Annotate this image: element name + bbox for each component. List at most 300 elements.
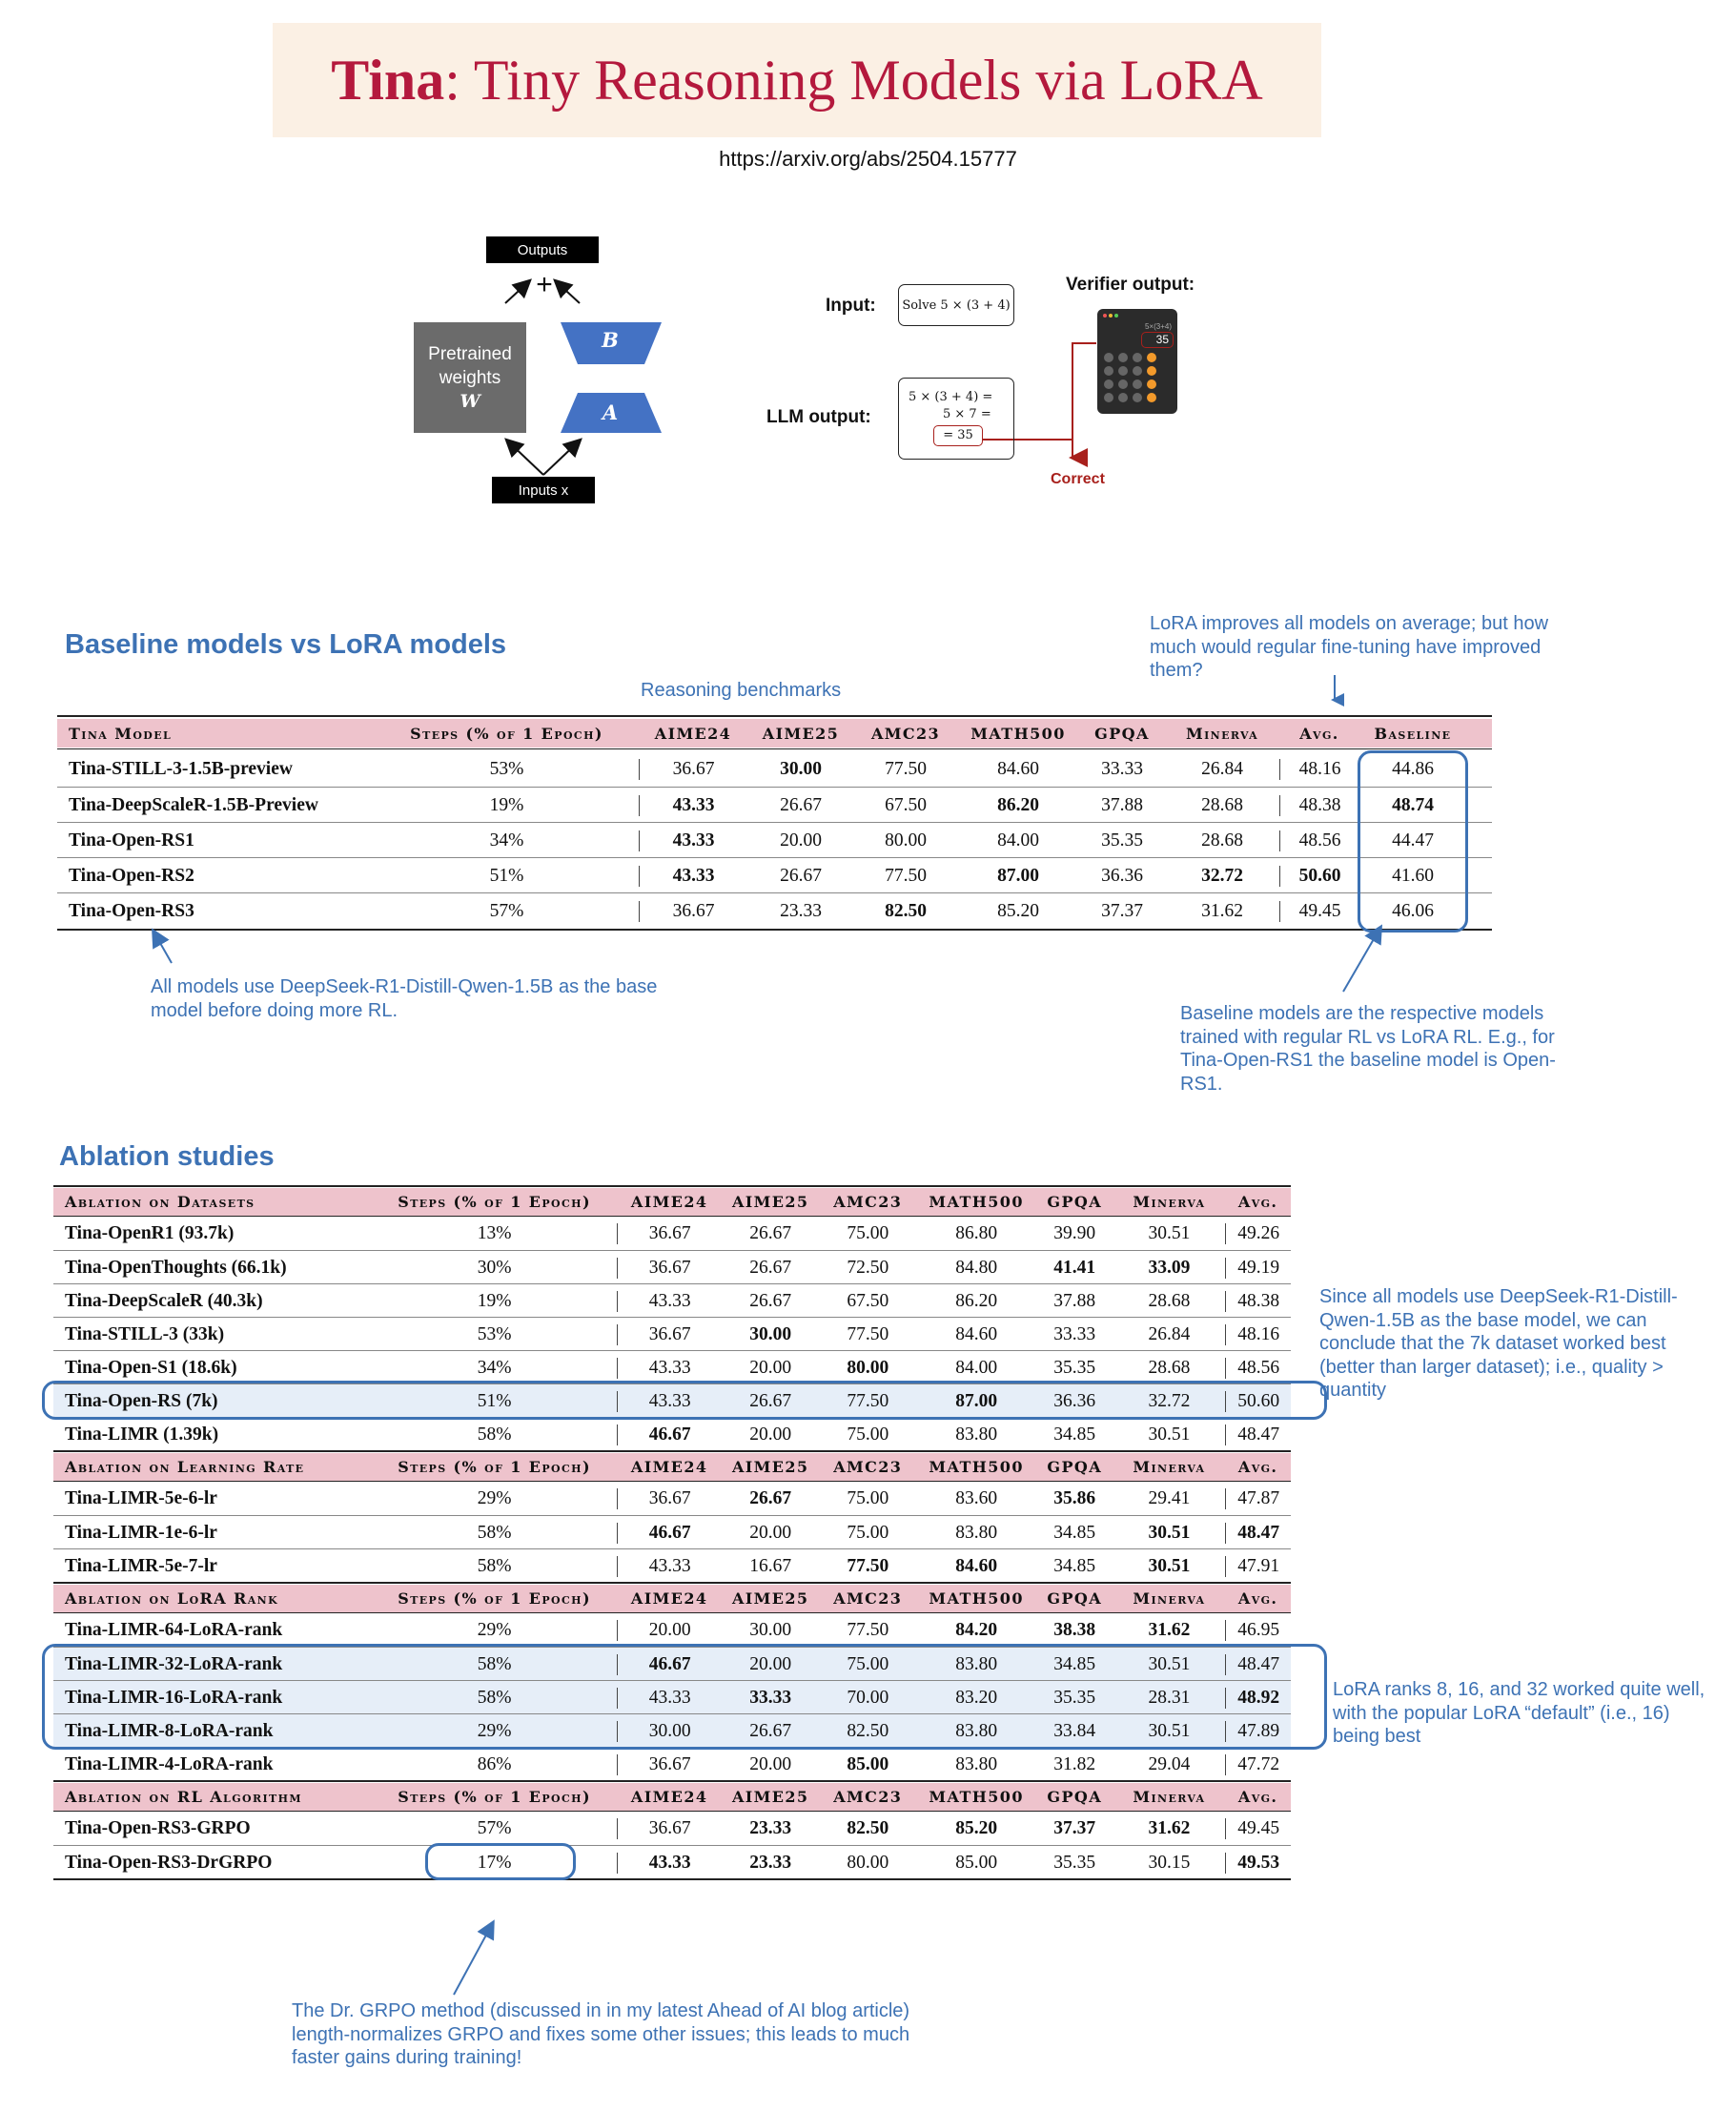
header-cell: Avg. [1237, 1788, 1278, 1806]
b-label: B [602, 328, 619, 352]
table-header-row [53, 1188, 1291, 1216]
value-cell: 53% [477, 1323, 512, 1344]
value-cell: 72.50 [847, 1257, 889, 1278]
header-cell: Minerva [1133, 1788, 1206, 1806]
value-cell: 84.60 [955, 1323, 998, 1344]
model-name-cell: Tina-DeepScaleR-1.5B-Preview [69, 794, 318, 815]
header-cell: GPQA [1047, 1788, 1103, 1806]
value-cell: 48.56 [1279, 830, 1359, 851]
value-cell: 58% [477, 1522, 512, 1543]
value-cell: 49.45 [1279, 901, 1359, 922]
table-rule [53, 1450, 1291, 1452]
paper-url[interactable]: https://arxiv.org/abs/2504.15777 [719, 147, 1017, 171]
model-name-cell: Tina-DeepScaleR (40.3k) [65, 1290, 263, 1311]
header-cell: AMC23 [870, 724, 941, 743]
value-cell: 28.68 [1201, 794, 1243, 815]
value-cell: 37.88 [1101, 794, 1143, 815]
baseline-table [57, 715, 1492, 936]
note-rank: LoRA ranks 8, 16, and 32 worked quite well, with the popular LoRA “default” (i.e., 16) being best [1333, 1679, 1705, 1747]
arrow-note-drgrpo [448, 1911, 515, 2006]
value-cell: 49.19 [1225, 1258, 1291, 1279]
value-cell: 20.00 [749, 1522, 792, 1543]
value-cell: 19% [477, 1290, 512, 1311]
value-cell: 38.38 [1053, 1619, 1096, 1640]
value-cell: 43.33 [617, 1688, 722, 1709]
value-cell: 48.47 [1225, 1523, 1291, 1544]
table-row [53, 1250, 1291, 1284]
baseline-section-title: Baseline models vs LoRA models [65, 629, 507, 660]
value-cell: 85.20 [997, 900, 1039, 921]
value-cell: 32.72 [1201, 865, 1243, 886]
table-rule [53, 1780, 1291, 1782]
table-row [53, 1747, 1291, 1781]
value-cell: 77.50 [847, 1323, 889, 1344]
value-cell: 29.04 [1148, 1753, 1191, 1774]
llm-output-box: 5 × (3 + 4) = 5 × 7 = = 35 [898, 378, 1014, 460]
value-cell: 34.85 [1053, 1653, 1096, 1674]
value-cell: 33.33 [749, 1687, 792, 1708]
value-cell: 84.80 [955, 1257, 998, 1278]
value-cell: 85.00 [847, 1753, 889, 1774]
header-cell: Ablation on LoRA Rank [65, 1589, 279, 1608]
value-cell: 48.47 [1225, 1654, 1291, 1675]
header-cell: Avg. [1237, 1589, 1278, 1608]
value-cell: 34.85 [1053, 1522, 1096, 1543]
model-name-cell: Tina-OpenThoughts (66.1k) [65, 1257, 287, 1278]
value-cell: 36.67 [617, 1754, 722, 1775]
value-cell: 70.00 [847, 1687, 889, 1708]
value-cell: 84.60 [955, 1555, 998, 1576]
value-cell: 44.86 [1392, 758, 1434, 779]
header-cell: AMC23 [833, 1589, 903, 1608]
value-cell: 47.87 [1225, 1488, 1291, 1509]
plus-sign: + [536, 269, 553, 300]
header-cell: GPQA [1047, 1458, 1103, 1476]
header-cell: AMC23 [833, 1193, 903, 1211]
value-cell: 77.50 [847, 1390, 889, 1411]
arrow-note-left [143, 925, 191, 973]
note-right: Baseline models are the respective models trained with regular RL vs LoRA RL. E.g., for Tina-Open-RS1 the baseline model is Open-RS1. [1180, 1003, 1556, 1095]
value-cell: 36.67 [617, 1818, 722, 1839]
value-cell: 20.00 [780, 830, 822, 851]
value-cell: 58% [477, 1555, 512, 1576]
value-cell: 41.60 [1392, 865, 1434, 886]
value-cell: 26.67 [749, 1257, 792, 1278]
model-name-cell: Tina-LIMR-1e-6-lr [65, 1522, 217, 1543]
lora-rank-highlight [42, 1644, 1327, 1750]
value-cell: 20.00 [749, 1424, 792, 1445]
value-cell: 75.00 [847, 1653, 889, 1674]
header-cell: Steps (% of 1 Epoch) [398, 1589, 591, 1608]
value-cell: 34% [477, 1357, 512, 1378]
table-row [57, 857, 1492, 893]
model-name-cell: Tina-OpenR1 (93.7k) [65, 1222, 235, 1243]
value-cell: 36.67 [617, 1223, 722, 1244]
input-box: Solve 5 × (3 + 4) [898, 284, 1014, 326]
table-row [57, 787, 1492, 823]
value-cell: 48.56 [1225, 1358, 1291, 1379]
value-cell: 51% [477, 1390, 512, 1411]
value-cell: 20.00 [749, 1753, 792, 1774]
value-cell: 43.33 [639, 866, 747, 887]
header-cell: MATH500 [929, 1193, 1024, 1211]
value-cell: 30.00 [749, 1619, 792, 1640]
table-rule [53, 1185, 1291, 1187]
value-cell: 35.86 [1053, 1487, 1096, 1508]
model-name-cell: Tina-Open-RS3 [69, 900, 194, 921]
value-cell: 26.84 [1201, 758, 1243, 779]
value-cell: 51% [489, 865, 524, 886]
table-row [57, 751, 1492, 787]
value-cell: 82.50 [847, 1720, 889, 1741]
header-cell: MATH500 [970, 724, 1066, 743]
value-cell: 32.72 [1148, 1390, 1191, 1411]
value-cell: 75.00 [847, 1487, 889, 1508]
value-cell: 30.51 [1148, 1720, 1191, 1741]
header-cell: Steps (% of 1 Epoch) [410, 724, 603, 743]
table-row [53, 1317, 1291, 1351]
value-cell: 53% [489, 758, 524, 779]
model-name-cell: Tina-LIMR-5e-6-lr [65, 1487, 217, 1508]
header-cell: MATH500 [929, 1788, 1024, 1806]
value-cell: 58% [477, 1687, 512, 1708]
value-cell: 43.33 [617, 1358, 722, 1379]
value-cell: 34.85 [1053, 1424, 1096, 1445]
value-cell: 58% [477, 1653, 512, 1674]
header-cell: AIME24 [630, 1193, 708, 1211]
ablation-section-title: Ablation studies [59, 1141, 275, 1172]
answer-highlight: = 35 [933, 425, 983, 446]
header-cell: Minerva [1133, 1458, 1206, 1476]
value-cell: 83.80 [955, 1753, 998, 1774]
header-cell: AIME25 [731, 1193, 809, 1211]
benchmarks-label: Reasoning benchmarks [641, 680, 842, 701]
inputs-box: Inputs x [492, 477, 595, 503]
model-name-cell: Tina-Open-RS3-DrGRPO [65, 1852, 273, 1873]
model-name-cell: Tina-LIMR-16-LoRA-rank [65, 1687, 283, 1708]
value-cell: 36.36 [1101, 865, 1143, 886]
value-cell: 83.20 [955, 1687, 998, 1708]
value-cell: 85.20 [955, 1817, 998, 1838]
value-cell: 50.60 [1225, 1391, 1291, 1412]
value-cell: 84.60 [997, 758, 1039, 779]
value-cell: 80.00 [885, 830, 927, 851]
value-cell: 31.62 [1201, 900, 1243, 921]
value-cell: 29% [477, 1619, 512, 1640]
value-cell: 83.80 [955, 1720, 998, 1741]
header-cell: Tina Model [69, 724, 173, 743]
value-cell: 20.00 [617, 1620, 722, 1641]
value-cell: 20.00 [749, 1653, 792, 1674]
value-cell: 37.37 [1101, 900, 1143, 921]
table-row [53, 1283, 1291, 1318]
value-cell: 43.33 [617, 1556, 722, 1577]
model-name-cell: Tina-LIMR-8-LoRA-rank [65, 1720, 274, 1741]
value-cell: 75.00 [847, 1522, 889, 1543]
value-cell: 30.51 [1148, 1522, 1191, 1543]
value-cell: 23.33 [749, 1817, 792, 1838]
model-name-cell: Tina-LIMR-64-LoRA-rank [65, 1619, 283, 1640]
value-cell: 35.35 [1053, 1687, 1096, 1708]
value-cell: 83.80 [955, 1522, 998, 1543]
value-cell: 49.45 [1225, 1818, 1291, 1839]
value-cell: 30% [477, 1257, 512, 1278]
model-name-cell: Tina-Open-RS3-GRPO [65, 1817, 251, 1838]
value-cell: 36.67 [617, 1258, 722, 1279]
value-cell: 26.67 [749, 1487, 792, 1508]
header-cell: Ablation on Datasets [65, 1193, 255, 1211]
value-cell: 48.38 [1225, 1291, 1291, 1312]
header-cell: Baseline [1374, 724, 1452, 743]
value-cell: 26.67 [749, 1390, 792, 1411]
value-cell: 48.74 [1392, 794, 1434, 815]
table-row [57, 892, 1492, 929]
value-cell: 85.00 [955, 1852, 998, 1873]
table-row [53, 1548, 1291, 1583]
value-cell: 43.33 [639, 795, 747, 816]
value-cell: 44.47 [1392, 830, 1434, 851]
value-cell: 30.15 [1148, 1852, 1191, 1873]
value-cell: 31.82 [1053, 1753, 1096, 1774]
value-cell: 29.41 [1148, 1487, 1191, 1508]
value-cell: 26.67 [749, 1720, 792, 1741]
verifier-diagram [753, 267, 1230, 505]
note-datasets: Since all models use DeepSeek-R1-Distill-Qwen-1.5B as the base model, we can conclude that the 7k dataset worked best (better than larger dataset); i.e., quality > quantity [1319, 1286, 1678, 1401]
value-cell: 67.50 [885, 794, 927, 815]
value-cell: 33.84 [1053, 1720, 1096, 1741]
value-cell: 36.67 [639, 759, 747, 780]
calculator-icon: 5×(3+4) 35 [1097, 309, 1177, 414]
value-cell: 83.80 [955, 1653, 998, 1674]
value-cell: 77.50 [885, 758, 927, 779]
value-cell: 48.16 [1225, 1324, 1291, 1345]
value-cell: 30.51 [1148, 1424, 1191, 1445]
arrow-note-right [1330, 915, 1416, 1001]
table-rule [57, 715, 1492, 717]
input-label: Input: [826, 296, 876, 316]
value-cell: 33.33 [1053, 1323, 1096, 1344]
value-cell: 86% [477, 1753, 512, 1774]
value-cell: 86.20 [955, 1290, 998, 1311]
table-row [53, 1812, 1291, 1845]
header-cell: Steps (% of 1 Epoch) [398, 1193, 591, 1211]
value-cell: 57% [477, 1817, 512, 1838]
value-cell: 35.35 [1101, 830, 1143, 851]
model-name-cell: Tina-STILL-3 (33k) [65, 1323, 225, 1344]
value-cell: 48.38 [1279, 795, 1359, 816]
value-cell: 84.00 [997, 830, 1039, 851]
value-cell: 13% [477, 1222, 512, 1243]
header-cell: AIME25 [731, 1458, 809, 1476]
header-cell: Ablation on Learning Rate [65, 1458, 305, 1476]
table-row [53, 1845, 1291, 1879]
value-cell: 82.50 [885, 900, 927, 921]
value-cell: 34.85 [1053, 1555, 1096, 1576]
value-cell: 37.37 [1053, 1817, 1096, 1838]
value-cell: 47.72 [1225, 1754, 1291, 1775]
value-cell: 31.62 [1148, 1619, 1191, 1640]
value-cell: 49.53 [1225, 1853, 1291, 1874]
header-cell: AMC23 [833, 1458, 903, 1476]
value-cell: 30.00 [617, 1721, 722, 1742]
header-cell: Steps (% of 1 Epoch) [398, 1458, 591, 1476]
value-cell: 31.62 [1148, 1817, 1191, 1838]
table-header-row [53, 1453, 1291, 1481]
value-cell: 20.00 [749, 1357, 792, 1378]
note-drgrpo: The Dr. GRPO method (discussed in in my latest Ahead of AI blog article) length-normalizes GRPO and fixes some other issues; this leads to much faster gains during training! [292, 2000, 910, 2068]
value-cell: 34% [489, 830, 524, 851]
value-cell: 47.89 [1225, 1721, 1291, 1742]
model-name-cell: Tina-LIMR-4-LoRA-rank [65, 1753, 274, 1774]
value-cell: 28.68 [1148, 1290, 1191, 1311]
table-row [53, 1613, 1291, 1647]
arrow-note-top [1325, 673, 1344, 711]
model-name-cell: Tina-STILL-3-1.5B-preview [69, 758, 293, 779]
table-rule [57, 929, 1492, 931]
value-cell: 36.67 [617, 1324, 722, 1345]
header-cell: GPQA [1047, 1193, 1103, 1211]
value-cell: 46.67 [617, 1424, 722, 1445]
llm-label: LLM output: [766, 407, 871, 427]
header-cell: MATH500 [929, 1458, 1024, 1476]
value-cell: 87.00 [955, 1390, 998, 1411]
a-label: A [602, 400, 619, 424]
ablation-table [53, 1185, 1291, 1902]
header-cell: MATH500 [929, 1589, 1024, 1608]
value-cell: 83.60 [955, 1487, 998, 1508]
note-left: All models use DeepSeek-R1-Distill-Qwen-1.5B as the base model before doing more RL. [151, 976, 658, 1021]
value-cell: 46.67 [617, 1654, 722, 1675]
correct-label: Correct [1051, 471, 1105, 487]
value-cell: 50.60 [1279, 866, 1359, 887]
value-cell: 36.36 [1053, 1390, 1096, 1411]
model-name-cell: Tina-Open-RS (7k) [65, 1390, 218, 1411]
header-cell: Minerva [1133, 1589, 1206, 1608]
value-cell: 86.20 [997, 794, 1039, 815]
value-cell: 75.00 [847, 1424, 889, 1445]
baseline-column-highlight [1358, 750, 1468, 933]
value-cell: 36.67 [639, 901, 747, 922]
value-cell: 17% [477, 1852, 512, 1873]
model-name-cell: Tina-LIMR-5e-7-lr [65, 1555, 217, 1576]
value-cell: 26.67 [780, 794, 822, 815]
header-cell: AIME25 [762, 724, 840, 743]
model-name-cell: Tina-Open-RS2 [69, 865, 194, 886]
model-name-cell: Tina-Open-S1 (18.6k) [65, 1357, 237, 1378]
table-row [53, 1217, 1291, 1250]
value-cell: 33.09 [1148, 1257, 1191, 1278]
table-header-row [53, 1585, 1291, 1612]
header-cell: AMC23 [833, 1788, 903, 1806]
value-cell: 43.33 [639, 830, 747, 851]
value-cell: 48.47 [1225, 1424, 1291, 1445]
value-cell: 84.00 [955, 1357, 998, 1378]
value-cell: 58% [477, 1424, 512, 1445]
value-cell: 83.80 [955, 1424, 998, 1445]
header-cell: AIME25 [731, 1589, 809, 1608]
value-cell: 33.33 [1101, 758, 1143, 779]
table-row [53, 1515, 1291, 1549]
value-cell: 82.50 [847, 1817, 889, 1838]
value-cell: 26.67 [780, 865, 822, 886]
lora-diagram [400, 229, 686, 515]
table-rule [53, 1878, 1291, 1880]
model-name-cell: Tina-Open-RS1 [69, 830, 194, 851]
table-row [57, 822, 1492, 858]
value-cell: 29% [477, 1487, 512, 1508]
header-cell: GPQA [1047, 1589, 1103, 1608]
header-cell: AIME24 [630, 1589, 708, 1608]
page-title: Tina: Tiny Reasoning Models via LoRA [331, 48, 1263, 112]
verifier-label: Verifier output: [1066, 275, 1195, 295]
header-cell: Minerva [1133, 1193, 1206, 1211]
value-cell: 77.50 [847, 1555, 889, 1576]
header-cell: Steps (% of 1 Epoch) [398, 1788, 591, 1806]
value-cell: 43.33 [617, 1853, 722, 1874]
model-name-cell: Tina-LIMR-32-LoRA-rank [65, 1653, 283, 1674]
pretrained-weights-box: Pretrained weights W [414, 322, 526, 433]
value-cell: 39.90 [1053, 1222, 1096, 1243]
value-cell: 28.68 [1148, 1357, 1191, 1378]
value-cell: 80.00 [847, 1852, 889, 1873]
value-cell: 77.50 [885, 865, 927, 886]
drgrpo-steps-highlight [425, 1843, 576, 1880]
value-cell: 80.00 [847, 1357, 889, 1378]
value-cell: 57% [489, 900, 524, 921]
open-rs-7k-highlight [42, 1381, 1327, 1420]
value-cell: 28.31 [1148, 1687, 1191, 1708]
value-cell: 86.80 [955, 1222, 998, 1243]
header-cell: GPQA [1094, 724, 1150, 743]
value-cell: 48.92 [1225, 1688, 1291, 1709]
value-cell: 41.41 [1053, 1257, 1096, 1278]
value-cell: 16.67 [749, 1555, 792, 1576]
header-cell: Avg. [1237, 1193, 1278, 1211]
header-cell: AIME25 [731, 1788, 809, 1806]
value-cell: 43.33 [617, 1291, 722, 1312]
value-cell: 35.35 [1053, 1357, 1096, 1378]
header-cell: Minerva [1185, 724, 1259, 743]
table-rule [53, 1582, 1291, 1584]
model-name-cell: Tina-LIMR (1.39k) [65, 1424, 219, 1445]
header-cell: Ablation on RL Algorithm [65, 1788, 303, 1806]
value-cell: 26.67 [749, 1290, 792, 1311]
header-cell: Avg. [1237, 1458, 1278, 1476]
table-header-row [57, 719, 1492, 748]
value-cell: 23.33 [780, 900, 822, 921]
value-cell: 43.33 [617, 1391, 722, 1412]
title-banner [273, 23, 1321, 137]
value-cell: 30.00 [780, 758, 822, 779]
table-row [53, 1482, 1291, 1515]
value-cell: 67.50 [847, 1290, 889, 1311]
value-cell: 29% [477, 1720, 512, 1741]
value-cell: 30.51 [1148, 1222, 1191, 1243]
value-cell: 30.51 [1148, 1555, 1191, 1576]
value-cell: 37.88 [1053, 1290, 1096, 1311]
value-cell: 49.26 [1225, 1223, 1291, 1244]
value-cell: 46.95 [1225, 1620, 1291, 1641]
value-cell: 28.68 [1201, 830, 1243, 851]
value-cell: 87.00 [997, 865, 1039, 886]
value-cell: 46.67 [617, 1523, 722, 1544]
value-cell: 48.16 [1279, 759, 1359, 780]
calc-display: 35 [1141, 332, 1174, 348]
table-rule [57, 748, 1492, 749]
table-header-row [53, 1783, 1291, 1811]
note-top: LoRA improves all models on average; but how much would regular fine-tuning have improved them? [1150, 613, 1549, 681]
table-row [53, 1417, 1291, 1451]
